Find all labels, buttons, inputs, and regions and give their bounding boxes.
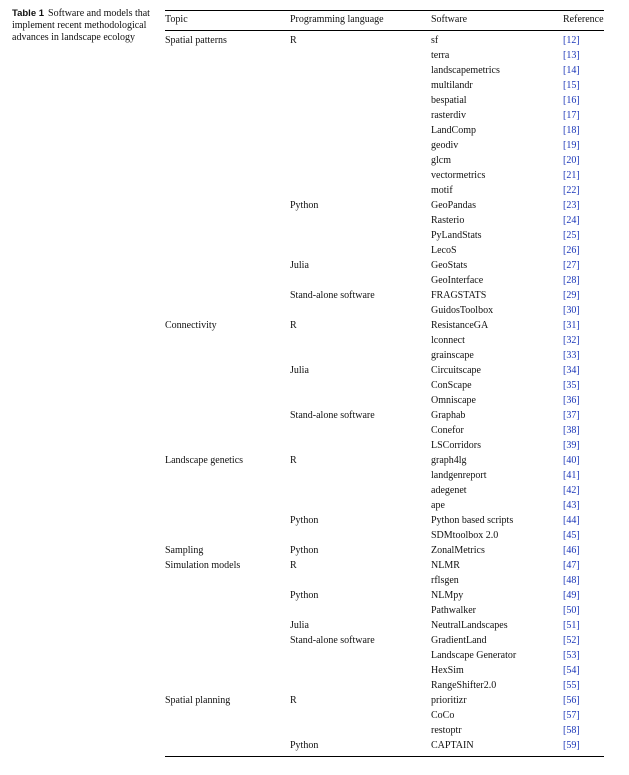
table-row [165, 468, 604, 483]
cell-software: RangeShifter2.0 [431, 680, 497, 691]
reference-link[interactable]: [26] [563, 245, 580, 256]
header-software: Software [431, 14, 468, 25]
table-row [165, 603, 604, 618]
cell-software: ResistanceGA [431, 320, 489, 331]
reference-link[interactable]: [40] [563, 455, 580, 466]
table-row [165, 288, 604, 303]
table-row [165, 378, 604, 393]
reference-link[interactable]: [48] [563, 575, 580, 586]
cell-topic: Connectivity [165, 320, 217, 331]
table-row [165, 108, 604, 123]
reference-link[interactable]: [19] [563, 140, 580, 151]
header-reference: Reference [563, 14, 604, 25]
cell-language: Python [290, 200, 319, 211]
reference-link[interactable]: [59] [563, 740, 580, 751]
cell-software: adegenet [431, 485, 467, 496]
table-row [165, 33, 604, 48]
table-row [165, 588, 604, 603]
cell-software: Circuitscape [431, 365, 481, 376]
table-caption [12, 8, 152, 44]
cell-software: landgenreport [431, 470, 487, 481]
table-row [165, 198, 604, 213]
table-row [165, 78, 604, 93]
reference-link[interactable]: [24] [563, 215, 580, 226]
reference-link[interactable]: [53] [563, 650, 580, 661]
cell-software: bespatial [431, 95, 467, 106]
cell-software: NLMpy [431, 590, 464, 601]
table-row [165, 648, 604, 663]
cell-software: Python based scripts [431, 515, 514, 526]
table-row [165, 738, 604, 753]
cell-language: R [290, 455, 297, 466]
table-row [165, 408, 604, 423]
cell-software: ape [431, 500, 445, 511]
cell-language: Stand-alone software [290, 410, 375, 421]
reference-link[interactable]: [41] [563, 470, 580, 481]
cell-software: Omniscape [431, 395, 476, 406]
table-row [165, 693, 604, 708]
cell-language: Python [290, 545, 319, 556]
table-row [165, 483, 604, 498]
reference-link[interactable]: [23] [563, 200, 580, 211]
table-row [165, 708, 604, 723]
table-caption-text: Software and models that implement recent methodological advances in landscape ecology [12, 8, 150, 43]
reference-link[interactable]: [34] [563, 365, 580, 376]
reference-link[interactable]: [14] [563, 65, 580, 76]
cell-software: prioritizr [431, 695, 467, 706]
cell-language: Python [290, 740, 319, 751]
cell-topic: Landscape genetics [165, 455, 244, 466]
reference-link[interactable]: [15] [563, 80, 580, 91]
cell-language: Julia [290, 620, 309, 631]
reference-link[interactable]: [31] [563, 320, 580, 331]
cell-software: ConScape [431, 380, 472, 391]
cell-software: Graphab [431, 410, 466, 421]
cell-software: motif [431, 185, 453, 196]
reference-link[interactable]: [35] [563, 380, 580, 391]
table-row [165, 258, 604, 273]
table-row [165, 678, 604, 693]
reference-link[interactable]: [36] [563, 395, 580, 406]
table-row [165, 438, 604, 453]
reference-link[interactable]: [56] [563, 695, 580, 706]
cell-software: CAPTAIN [431, 740, 474, 751]
reference-link[interactable]: [44] [563, 515, 580, 526]
cell-software: Landscape Generator [431, 650, 517, 661]
reference-link[interactable]: [58] [563, 725, 580, 736]
cell-software: GeoStats [431, 260, 468, 271]
table-row [165, 273, 604, 288]
reference-link[interactable]: [42] [563, 485, 580, 496]
cell-software: LSCorridors [431, 440, 481, 451]
table-row [165, 168, 604, 183]
software-table [165, 10, 604, 757]
cell-software: CoCo [431, 710, 455, 721]
cell-software: rasterdiv [431, 110, 466, 121]
cell-language: R [290, 320, 297, 331]
table-row [165, 363, 604, 378]
reference-link[interactable]: [30] [563, 305, 580, 316]
table-header [165, 11, 604, 31]
header-topic: Topic [165, 14, 188, 25]
cell-software: multilandr [431, 80, 473, 91]
cell-software: geodiv [431, 140, 459, 151]
cell-language: Python [290, 515, 319, 526]
table-row [165, 723, 604, 738]
cell-software: landscapemetrics [431, 65, 500, 76]
cell-software: Rasterio [431, 215, 465, 226]
table-row [165, 528, 604, 543]
cell-software: HexSim [431, 665, 464, 676]
reference-link[interactable]: [27] [563, 260, 580, 271]
reference-link[interactable]: [22] [563, 185, 580, 196]
table-row [165, 213, 604, 228]
table-row [165, 63, 604, 78]
reference-link[interactable]: [16] [563, 95, 580, 106]
reference-link[interactable]: [45] [563, 530, 580, 541]
reference-link[interactable]: [52] [563, 635, 580, 646]
table-row [165, 183, 604, 198]
table-row [165, 243, 604, 258]
table-row [165, 558, 604, 573]
reference-link[interactable]: [17] [563, 110, 580, 121]
cell-topic: Simulation models [165, 560, 241, 571]
table-row [165, 618, 604, 633]
reference-link[interactable]: [29] [563, 290, 580, 301]
table-row [165, 543, 604, 558]
cell-language: R [290, 35, 297, 46]
table-row [165, 663, 604, 678]
table-row [165, 633, 604, 648]
cell-software: Pathwalker [431, 605, 476, 616]
table-row [165, 93, 604, 108]
cell-software: GeoInterface [431, 275, 484, 286]
cell-software: graph4lg [431, 455, 467, 466]
cell-software: NLMR [431, 560, 460, 571]
cell-software: GuidosToolbox [431, 305, 494, 316]
table-row [165, 333, 604, 348]
cell-software: vectormetrics [431, 170, 486, 181]
table-row [165, 123, 604, 138]
cell-software: GeoPandas [431, 200, 476, 211]
cell-software: terra [431, 50, 450, 61]
cell-software: LandComp [431, 125, 476, 136]
cell-software: Conefor [431, 425, 464, 436]
cell-language: Julia [290, 365, 309, 376]
table-row [165, 423, 604, 438]
table-row [165, 138, 604, 153]
reference-link[interactable]: [12] [563, 35, 580, 46]
cell-software: grainscape [431, 350, 474, 361]
cell-software: NeutralLandscapes [431, 620, 508, 631]
table-row [165, 453, 604, 468]
table-row [165, 303, 604, 318]
cell-software: SDMtoolbox 2.0 [431, 530, 499, 541]
cell-language: Python [290, 590, 319, 601]
cell-software: glcm [431, 155, 451, 166]
reference-link[interactable]: [28] [563, 275, 580, 286]
cell-language: Stand-alone software [290, 635, 375, 646]
reference-link[interactable]: [47] [563, 560, 580, 571]
cell-software: sf [431, 35, 439, 46]
reference-link[interactable]: [55] [563, 680, 580, 691]
reference-link[interactable]: [57] [563, 710, 580, 721]
cell-software: FRAGSTATS [431, 290, 487, 301]
reference-link[interactable]: [13] [563, 50, 580, 61]
cell-software: rflsgen [431, 575, 459, 586]
cell-software: restoptr [431, 725, 462, 736]
cell-topic: Sampling [165, 545, 204, 556]
reference-link[interactable]: [20] [563, 155, 580, 166]
reference-link[interactable]: [43] [563, 500, 580, 511]
reference-link[interactable]: [46] [563, 545, 580, 556]
reference-link[interactable]: [21] [563, 170, 580, 181]
table-row [165, 393, 604, 408]
table-caption-label: Table 1 [12, 8, 45, 19]
cell-software: PyLandStats [431, 230, 482, 241]
cell-language: Stand-alone software [290, 290, 375, 301]
cell-software: ZonalMetrics [431, 545, 485, 556]
cell-language: R [290, 560, 297, 571]
reference-link[interactable]: [39] [563, 440, 580, 451]
reference-link[interactable]: [33] [563, 350, 580, 361]
reference-link[interactable]: [50] [563, 605, 580, 616]
cell-topic: Spatial patterns [165, 35, 227, 46]
cell-software: LecoS [431, 245, 457, 256]
reference-link[interactable]: [32] [563, 335, 580, 346]
header-programming-language: Programming language [290, 14, 384, 25]
table-row [165, 153, 604, 168]
reference-link[interactable]: [49] [563, 590, 580, 601]
table-body [165, 31, 604, 757]
table-row [165, 228, 604, 243]
reference-link[interactable]: [37] [563, 410, 580, 421]
reference-link[interactable]: [25] [563, 230, 580, 241]
cell-software: lconnect [431, 335, 465, 346]
table-row [165, 48, 604, 63]
reference-link[interactable]: [51] [563, 620, 580, 631]
reference-link[interactable]: [54] [563, 665, 580, 676]
table-row [165, 498, 604, 513]
cell-language: R [290, 695, 297, 706]
table-row [165, 348, 604, 363]
reference-link[interactable]: [18] [563, 125, 580, 136]
table-row [165, 573, 604, 588]
cell-software: GradientLand [431, 635, 487, 646]
table-row [165, 513, 604, 528]
reference-link[interactable]: [38] [563, 425, 580, 436]
cell-topic: Spatial planning [165, 695, 231, 706]
cell-language: Julia [290, 260, 309, 271]
table-row [165, 318, 604, 333]
